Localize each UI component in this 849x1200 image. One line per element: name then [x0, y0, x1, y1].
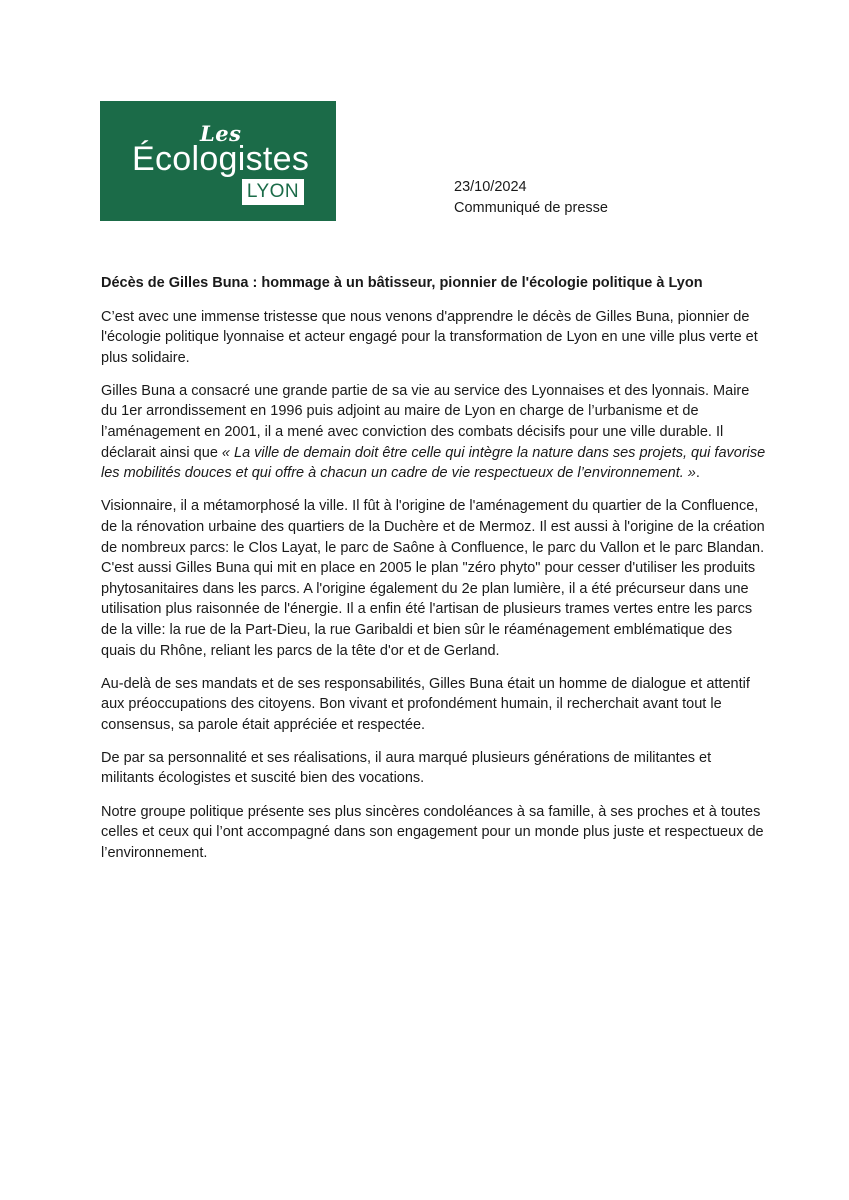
paragraph-career-text: Gilles Buna a consacré une grande partie de sa vie au service des Lyonnaises et des lyonnais. Maire du 1er arrondissement en 1996 puis adjoint au maire de Lyon en charge de l’urbanisme et de l’aménagement en 2001, il a mené avec conviction des combats décisifs pour une ville durable. Il déclarait ainsi que: [101, 382, 750, 461]
quote: « La ville de demain doit être celle qui intègre la nature dans ses projets, qui favorise les mobilités douces et qui offre à chacun un cadre de vie respectueux de l’environnement. »: [101, 444, 766, 482]
headline: Décès de Gilles Buna : hommage à un bâtisseur, pionnier de l'écologie politique à Lyon: [101, 275, 703, 291]
logo-ecologistes-text: Écologistes: [132, 140, 310, 178]
logo-city-badge: LYON: [242, 179, 304, 205]
paragraph-legacy: De par sa personnalité et ses réalisations, il aura marqué plusieurs générations de militantes et militants écologistes et suscité bien des vocations.: [101, 749, 712, 787]
paragraph-condolences: Notre groupe politique présente ses plus sincères condoléances à sa famille, à ses proches et à toutes celles et ceux qui l’ont accompagné dans son engagement pour un monde plus juste et respectueux de l’environnement.: [101, 803, 764, 861]
paragraph-character: Au-delà de ses mandats et de ses responsabilités, Gilles Buna était un homme de dialogue et attentif aux préoccupations des citoyens. Bon vivant et profondément humain, il recherchait avant tout le consensus, sa parole était appréciée et respectée.: [101, 675, 750, 733]
document-meta: [454, 177, 608, 218]
press-release-body: [101, 273, 766, 876]
paragraph-intro: C’est avec une immense tristesse que nous venons d'apprendre le décès de Gilles Buna, pionnier de l'écologie politique lyonnaise et acteur engagé pour la transformation de Lyon en une ville plus verte et plus solidaire.: [101, 308, 758, 366]
document-date: 23/10/2024: [454, 179, 527, 195]
paragraph-career-end: .: [695, 465, 700, 482]
party-logo: [100, 101, 336, 221]
document-type: Communiqué de presse: [454, 199, 608, 216]
paragraph-career: [101, 381, 766, 484]
logo-les-text: Les: [200, 121, 242, 146]
paragraph-achievements: Visionnaire, il a métamorphosé la ville. Il fût à l'origine de l'aménagement du quartier de la Confluence, de la rénovation urbaine des quartiers de la Duchère et de Mermoz. Il est aussi à l'origine de la création de nombreux parcs: le Clos Layat, le parc de Saône à Confluence, le parc du Vallon et le parc Blandan. C'est aussi Gilles Buna qui mit en place en 2005 le plan "zéro phyto" pour cesser d'utiliser les produits phytosanitaires dans les parcs. A l'origine également du 2e plan lumière, il a été précurseur dans une utilisation plus raisonnée de l'énergie. Il a enfin été l'artisan de plusieurs trames vertes entre les parcs de la ville: la rue de la Part-Dieu, la rue Garibaldi et bien sûr le réaménagement emblématique des quais du Rhône, reliant les parcs de la tête d'or et de Gerland.: [101, 498, 765, 659]
